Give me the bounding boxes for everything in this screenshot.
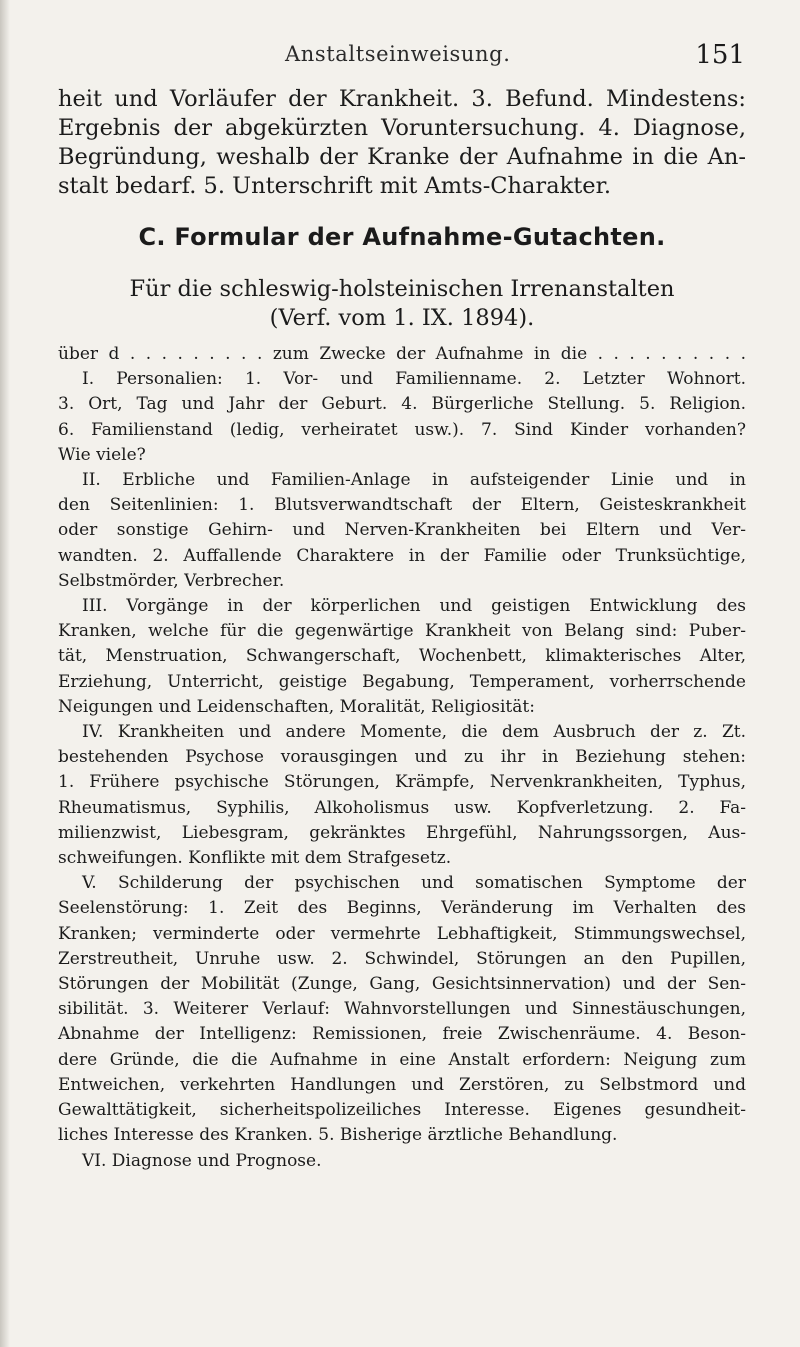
form-line: IV. Krankheiten und andere Momente, die dem Ausbruch der z. Zt. <box>82 722 746 743</box>
form-line: 3. Ort, Tag und Jahr der Geburt. 4. Bürgerliche Stellung. 5. Religion. <box>58 394 746 415</box>
form-line: II. Erbliche und Familien-Anlage in aufsteigender Linie und in <box>82 470 746 491</box>
form-line: dere Gründe, die die Aufnahme in eine Anstalt erfordern: Neigung zum <box>58 1049 746 1070</box>
form-line: oder sonstige Gehirn- und Nerven-Krankheiten bei Eltern und Ver- <box>58 520 746 541</box>
form-line: V. Schilderung der psychischen und somatischen Symptome der <box>82 873 746 894</box>
form-body <box>58 342 746 1174</box>
form-line: liches Interesse des Kranken. 5. Bisherige ärztliche Behandlung. <box>58 1125 618 1146</box>
intro-paragraph <box>58 85 746 201</box>
subheading-line: (Verf. vom 1. IX. 1894). <box>269 305 535 331</box>
form-line: sibilität. 3. Weiterer Verlauf: Wahnvorstellungen und Sinnestäuschungen, <box>58 999 746 1020</box>
running-title: Anstaltseinweisung. <box>285 42 511 66</box>
intro-line: heit und Vorläufer der Krankheit. 3. Befund. Mindestens: <box>58 86 746 112</box>
page-gutter-shadow <box>0 0 10 1347</box>
section-heading: C. Formular der Aufnahme-Gutachten. <box>138 223 666 251</box>
form-line: Gewalttätigkeit, sicherheitspolizeiliches Interesse. Eigenes gesundheit- <box>58 1100 746 1121</box>
form-line: Wie viele? <box>58 444 146 465</box>
form-line: Rheumatismus, Syphilis, Alkoholismus usw. Kopfverletzung. 2. Fa- <box>58 797 746 818</box>
form-line: Neigungen und Leidenschaften, Moralität, Religiosität: <box>58 696 535 717</box>
intro-line: stalt bedarf. 5. Unterschrift mit Amts-Charakter. <box>58 173 612 199</box>
form-line: III. Vorgänge in der körperlichen und geistigen Entwicklung des <box>82 596 746 617</box>
intro-line: Begründung, weshalb der Kranke der Aufnahme in die An- <box>58 144 746 170</box>
form-line: bestehenden Psychose vorausgingen und zu ihr in Beziehung stehen: <box>58 747 746 768</box>
running-head <box>60 40 745 76</box>
form-line: Zerstreutheit, Unruhe usw. 2. Schwindel, Störungen an den Pupillen, <box>58 948 746 969</box>
intro-line: Ergebnis der abgekürzten Voruntersuchung. 4. Diagnose, <box>58 115 746 141</box>
form-line: Erziehung, Unterricht, geistige Begabung, Temperament, vorherrschende <box>58 671 746 692</box>
form-line: 6. Familienstand (ledig, verheiratet usw.). 7. Sind Kinder vorhanden? <box>58 419 746 440</box>
form-line: Seelenstörung: 1. Zeit des Beginns, Veränderung im Verhalten des <box>58 898 746 919</box>
form-line: schweifungen. Konflikte mit dem Strafgesetz. <box>58 848 452 869</box>
form-line: den Seitenlinien: 1. Blutsverwandtschaft der Eltern, Geisteskrankheit <box>58 495 746 516</box>
form-line: Entweichen, verkehrten Handlungen und Zerstören, zu Selbstmord und <box>58 1074 746 1095</box>
form-line: wandten. 2. Auffallende Charaktere in der Familie oder Trunksüchtige, <box>58 545 746 566</box>
form-line: milienzwist, Liebesgram, gekränktes Ehrgefühl, Nahrungssorgen, Aus- <box>58 822 746 843</box>
form-line: Störungen der Mobilität (Zunge, Gang, Gesichtsinnervation) und der Sen- <box>58 974 746 995</box>
form-line: Selbstmörder, Verbrecher. <box>58 570 285 591</box>
form-line: Kranken, welche für die gegenwärtige Krankheit von Belang sind: Puber- <box>58 621 746 642</box>
form-line: über d . . . . . . . . . zum Zwecke der Aufnahme in die . . . . . . . . . . <box>58 344 746 364</box>
form-line: Abnahme der Intelligenz: Remissionen, freie Zwischenräume. 4. Beson- <box>58 1024 746 1045</box>
form-line: Kranken; verminderte oder vermehrte Lebhaftigkeit, Stimmungswechsel, <box>58 923 746 944</box>
subheading-line: Für die schleswig-holsteinischen Irrenanstalten <box>129 276 675 302</box>
form-line: VI. Diagnose und Prognose. <box>82 1150 322 1171</box>
form-line: 1. Frühere psychische Störungen, Krämpfe, Nervenkrankheiten, Typhus, <box>58 772 746 793</box>
section-subheading <box>58 275 746 333</box>
page-number: 151 <box>695 40 745 70</box>
form-line: tät, Menstruation, Schwangerschaft, Wochenbett, klimakterisches Alter, <box>58 646 746 667</box>
form-line: I. Personalien: 1. Vor- und Familienname. 2. Letzter Wohnort. <box>82 369 746 390</box>
